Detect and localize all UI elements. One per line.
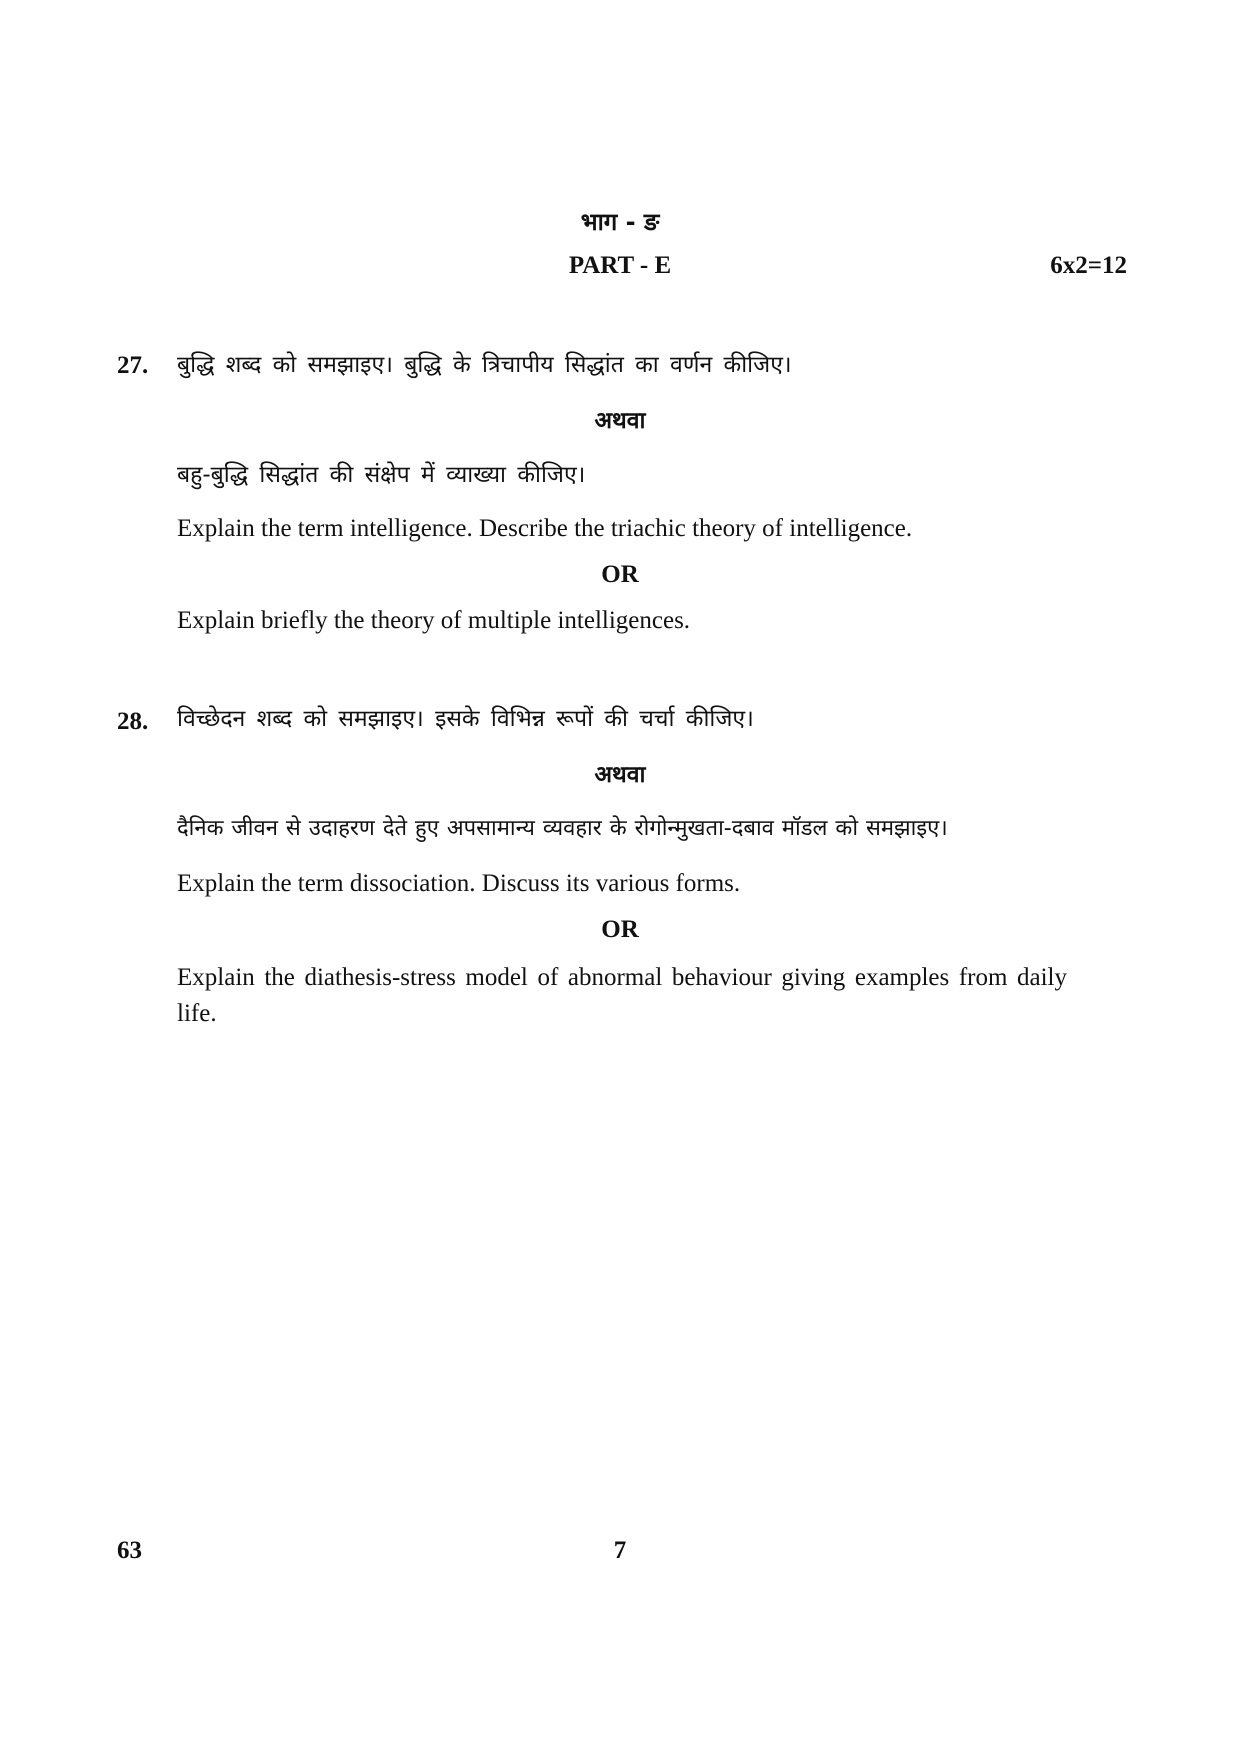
marks-allocation: 6x2=12 (1050, 252, 1127, 279)
question-number: 27. (117, 352, 149, 379)
question-hindi: विच्छेदन शब्द को समझाइए। इसके विभिन्न रूपों की चर्चा कीजिए। (177, 706, 754, 732)
question-number: 28. (117, 708, 149, 735)
or-english: OR (601, 916, 639, 943)
or-hindi: अथवा (594, 408, 646, 434)
alternative-hindi: दैनिक जीवन से उदाहरण देते हुए अपसामान्य व्यवहार के रोगोन्मुखता-दबाव मॉडल को समझाइए। (177, 816, 948, 841)
part-heading-english: PART - E (568, 252, 672, 279)
page-number: 7 (613, 1537, 627, 1564)
alternative-english: Explain the diathesis-stress model of abnormal behaviour giving examples from daily life. (177, 964, 1067, 1027)
alternative-hindi: बहु-बुद्धि सिद्धांत की संक्षेप में व्याख्या कीजिए। (177, 462, 586, 488)
question-english: Explain the term dissociation. Discuss its various forms. (177, 870, 741, 897)
paper-code: 63 (117, 1537, 142, 1564)
part-heading-hindi: भाग - ङ (580, 208, 660, 236)
or-english: OR (601, 561, 639, 588)
question-english: Explain the term intelligence. Describe the triachic theory of intelligence. (177, 515, 913, 542)
alternative-english: Explain briefly the theory of multiple intelligences. (177, 607, 691, 634)
or-hindi: अथवा (594, 762, 646, 788)
question-hindi: बुद्धि शब्द को समझाइए। बुद्धि के त्रिचापीय सिद्धांत का वर्णन कीजिए। (177, 352, 792, 378)
